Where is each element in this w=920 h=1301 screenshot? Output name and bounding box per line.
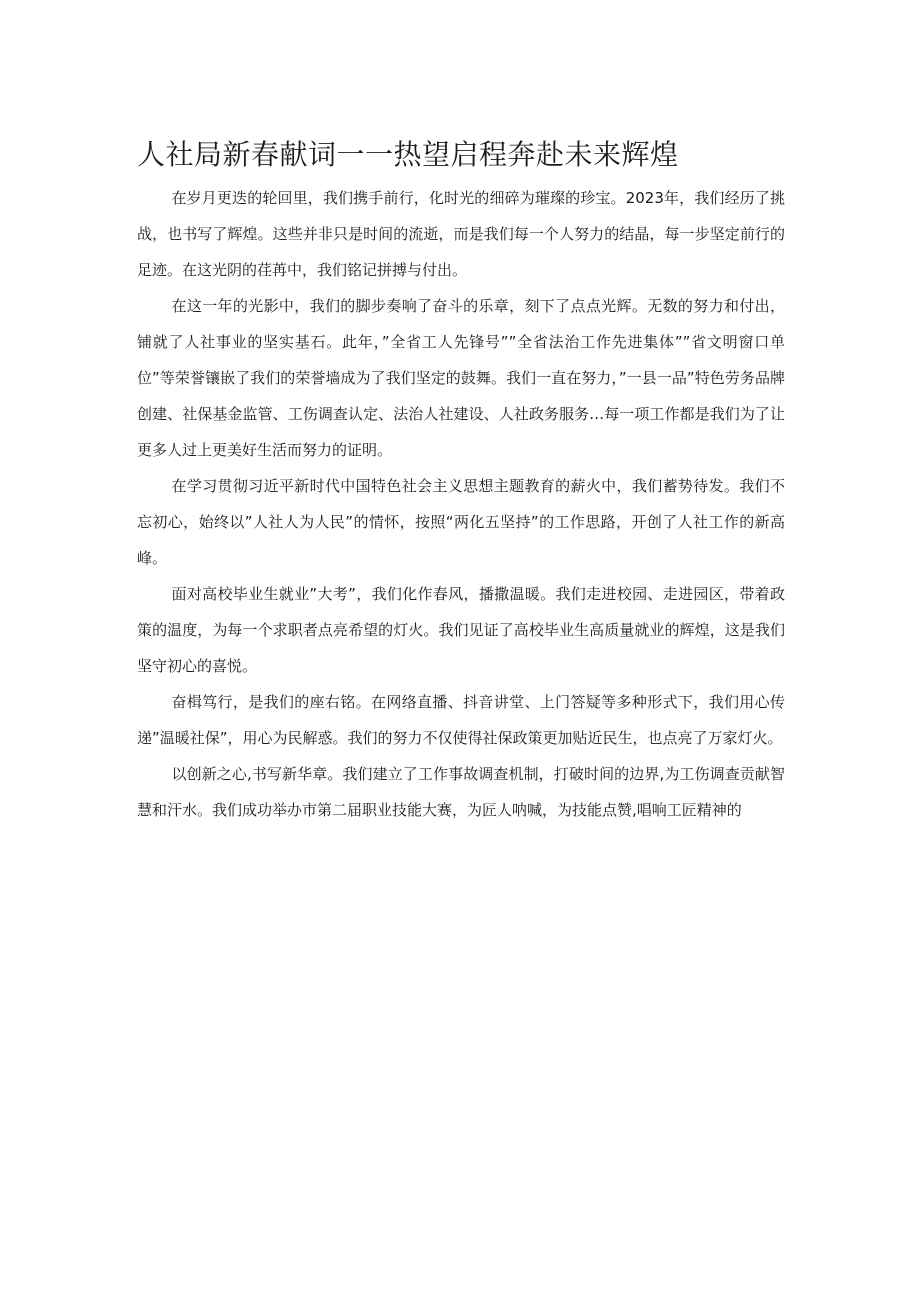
document-body <box>137 180 785 828</box>
paragraph-1: 在岁月更迭的轮回里，我们携手前行，化时光的细碎为璀璨的珍宝。2023年，我们经历了挑战，也书写了辉煌。这些并非只是时间的流逝，而是我们每一个人努力的结晶，每一步坚定前行的足迹。在这光阴的荏苒中，我们铭记拼搏与付出。 <box>137 189 785 279</box>
paragraph-6: 以创新之心,书写新华章。我们建立了工作事故调查机制，打破时间的边界,为工伤调查贡献智慧和汗水。我们成功举办市第二届职业技能大赛，为匠人呐喊，为技能点赞,唱响工匠精神的 <box>137 765 785 819</box>
document-title: 人社局新春献词一一热望启程奔赴未来辉煌 <box>137 138 679 171</box>
paragraph-5: 奋楫笃行，是我们的座右铭。在网络直播、抖音讲堂、上门答疑等多种形式下，我们用心传递”温暖社保”，用心为民解惑。我们的努力不仅使得社保政策更加贴近民生，也点亮了万家灯火。 <box>137 693 785 747</box>
paragraph-2: 在这一年的光影中，我们的脚步奏响了奋斗的乐章，刻下了点点光辉。无数的努力和付出，铺就了人社事业的坚实基石。此年，”全省工人先锋号””全省法治工作先进集体””省文明窗口单位”等荣誉镶嵌了我们的荣誉墙成为了我们坚定的鼓舞。我们一直在努力，”一县一品”特色劳务品牌创建、社保基金监管、工伤调查认定、法治人社建设、人社政务服务…每一项工作都是我们为了让更多人过上更美好生活而努力的证明。 <box>137 297 785 459</box>
paragraph-3: 在学习贯彻习近平新时代中国特色社会主义思想主题教育的薪火中，我们蓄势待发。我们不忘初心，始终以”人社人为人民”的情怀，按照“两化五坚持”的工作思路，开创了人社工作的新高峰。 <box>137 477 785 567</box>
paragraph-4: 面对高校毕业生就业”大考”，我们化作春风，播撒温暖。我们走进校园、走进园区，带着政策的温度，为每一个求职者点亮希望的灯火。我们见证了高校毕业生高质量就业的辉煌，这是我们坚守初心的喜悦。 <box>137 585 785 675</box>
